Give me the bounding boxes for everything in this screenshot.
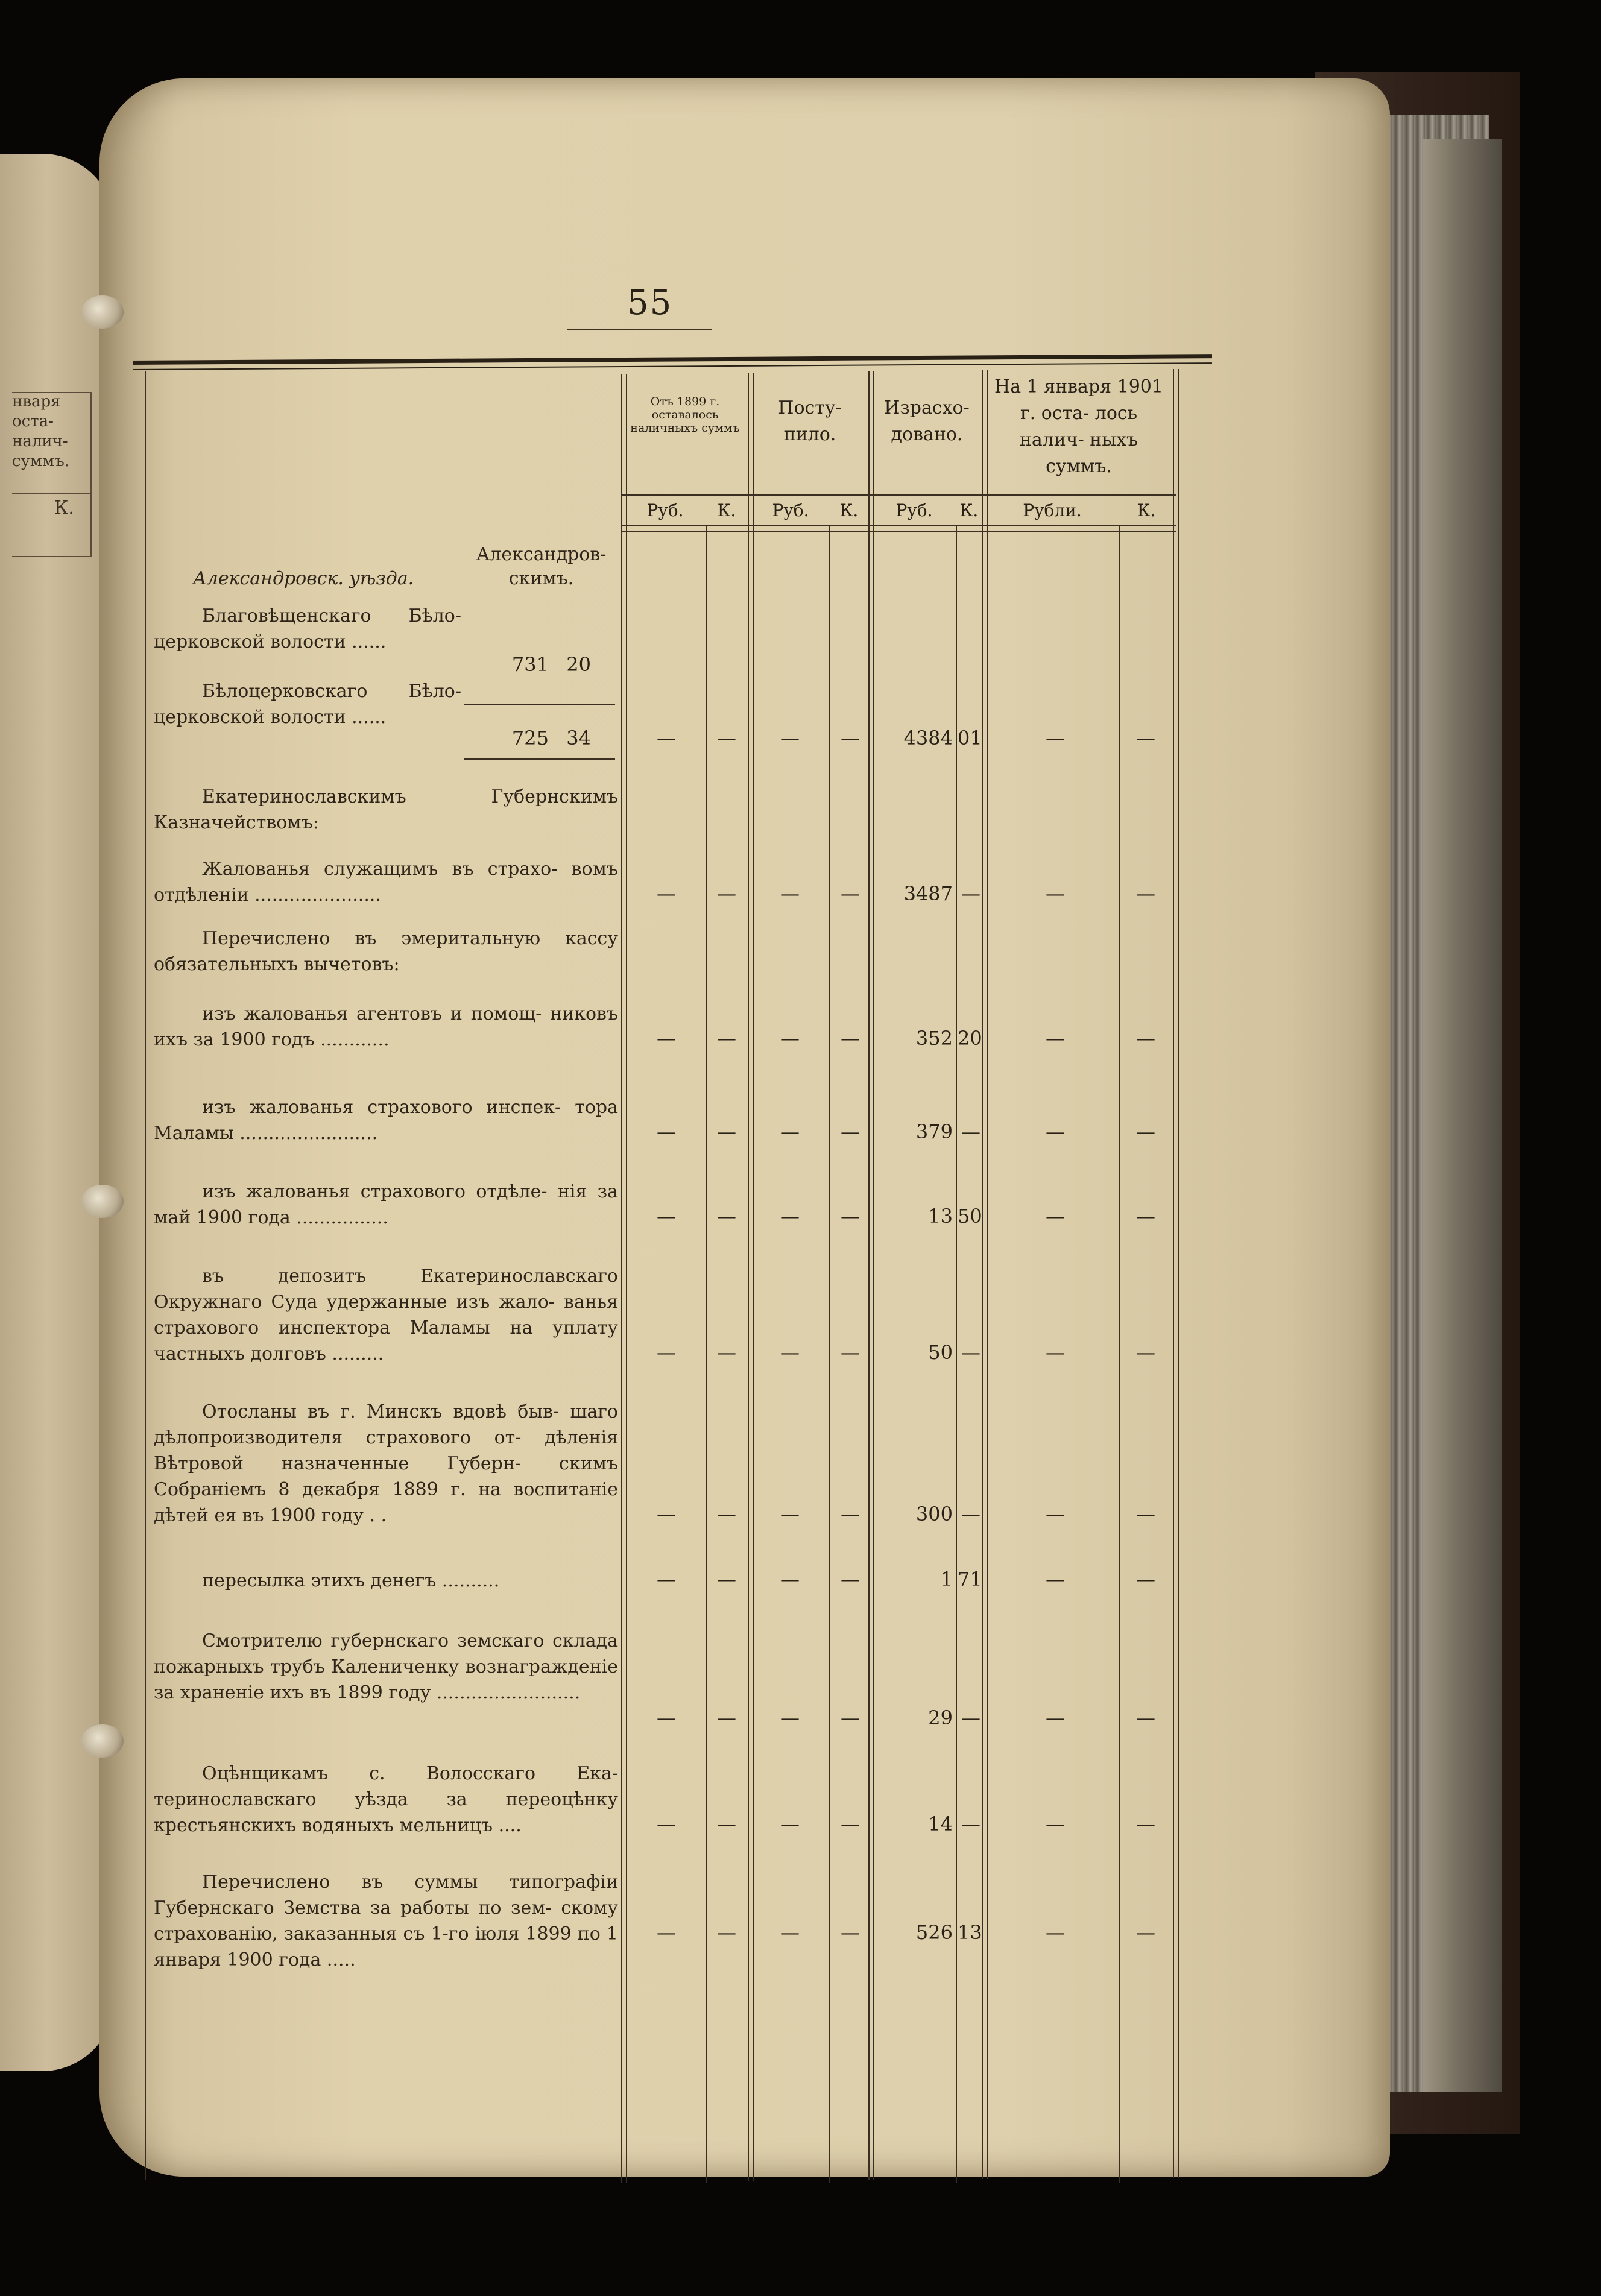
- column-header-opening-balance: Отъ 1899 г. оставалось наличныхъ суммъ: [630, 395, 740, 435]
- spent-kop: —: [961, 1706, 980, 1729]
- spent-kop: —: [961, 882, 980, 905]
- dash: —: [841, 1027, 860, 1050]
- left-fragment-line: налич-: [12, 432, 68, 450]
- entry-text: Отосланы въ г. Минскъ вдовѣ быв- шаго дѣлопроизводителя страхового от- дѣленія Вѣтровой назначенные Губерн- скимъ Собраніемъ 8 декабря 1889 г. на воспитаніе дѣтей ея въ 1900 году . .: [154, 1401, 618, 1526]
- entry-text: Перечислено въ суммы типографіи Губернскаго Земства за работы по зем- скому страхованію, заказанныя съ 1-го іюля 1899 по 1 января 1900 года .....: [154, 1872, 618, 1970]
- dash: —: [657, 1027, 676, 1050]
- dash: —: [1046, 1341, 1065, 1364]
- sub-item-rub: 725: [511, 727, 549, 749]
- dash: —: [841, 1205, 860, 1228]
- dash: —: [657, 1503, 676, 1525]
- dash: —: [657, 1205, 676, 1228]
- dash: —: [717, 727, 736, 749]
- dash: —: [717, 1205, 736, 1228]
- dash: —: [841, 1921, 860, 1944]
- dash: —: [1136, 1120, 1155, 1143]
- spent-rub: 352: [915, 1027, 953, 1050]
- column-divider: [621, 374, 627, 2183]
- dash: —: [841, 882, 860, 905]
- dash: —: [717, 1503, 736, 1525]
- dash: —: [1046, 1568, 1065, 1591]
- spent-rub: 379: [915, 1120, 953, 1143]
- spent-kop: 71: [958, 1568, 982, 1591]
- entry-text: пересылка этихъ денегъ ..........: [202, 1570, 500, 1591]
- spent-kop: 01: [958, 727, 982, 749]
- spent-kop: —: [961, 1503, 980, 1525]
- dash: —: [1136, 1706, 1155, 1729]
- dash: —: [841, 1568, 860, 1591]
- dash: —: [841, 1503, 860, 1525]
- subtotal-rule: [464, 758, 615, 760]
- page-edges-back: [1423, 139, 1502, 2092]
- dash: —: [841, 1341, 860, 1364]
- dash: —: [841, 1706, 860, 1729]
- column-divider: [868, 371, 874, 2180]
- sub-item-kop: 20: [566, 653, 591, 676]
- binding-ring: [81, 1185, 124, 1218]
- spent-rub: 50: [928, 1341, 953, 1364]
- dash: —: [780, 1027, 800, 1050]
- dash: —: [1136, 1503, 1155, 1525]
- binding-ring: [81, 1724, 124, 1758]
- page-number-rule: [567, 329, 712, 330]
- dash: —: [1136, 1027, 1155, 1050]
- dash: —: [657, 1921, 676, 1944]
- entry-text: Жалованья служащимъ въ страхо- вомъ отдѣленіи ......................: [154, 859, 618, 906]
- recipient-label: Александров- скимъ.: [476, 544, 607, 589]
- dash: —: [1136, 882, 1155, 905]
- dash: —: [780, 1568, 800, 1591]
- dash: —: [717, 1341, 736, 1364]
- subheader-kop: К.: [1137, 500, 1156, 520]
- dash: —: [841, 727, 860, 749]
- dash: —: [780, 1812, 800, 1835]
- dash: —: [1136, 727, 1155, 749]
- dash: —: [717, 1120, 736, 1143]
- spent-rub: 526: [915, 1921, 953, 1944]
- dash: —: [1046, 1503, 1065, 1525]
- section-heading: Перечислено въ эмеритальную кассу обязательныхъ вычетовъ:: [154, 928, 618, 975]
- dash: —: [1136, 1568, 1155, 1591]
- dash: —: [657, 882, 676, 905]
- left-page-fragment: [0, 154, 115, 2071]
- spent-kop: —: [961, 1812, 980, 1835]
- dash: —: [657, 1706, 676, 1729]
- left-fragment-line: К.: [12, 493, 90, 518]
- dash: —: [1136, 1341, 1155, 1364]
- entry-text: изъ жалованья страхового отдѣле- нія за май 1900 года ................: [154, 1181, 618, 1228]
- column-divider: [956, 525, 957, 2183]
- dash: —: [780, 727, 800, 749]
- column-divider: [748, 373, 754, 2181]
- spent-rub: 29: [928, 1706, 953, 1729]
- dash: —: [657, 1341, 676, 1364]
- spent-kop: 20: [958, 1027, 982, 1050]
- dash: —: [717, 1027, 736, 1050]
- dash: —: [1046, 1120, 1065, 1143]
- dash: —: [657, 1120, 676, 1143]
- left-fragment-line: оста-: [12, 412, 54, 430]
- entry-text: въ депозитъ Екатеринославскаго Окружнаго Суда удержанные изъ жало- ванья страхового инспектора Маламы на уплату частныхъ долговъ .........: [154, 1266, 618, 1364]
- subheader-kop: К.: [959, 500, 979, 520]
- left-fragment-line: суммъ.: [12, 452, 70, 470]
- column-header-spent: Израсхо- довано.: [884, 397, 970, 445]
- column-divider: [706, 525, 707, 2183]
- subheader-rub: Руб.: [772, 500, 809, 520]
- dash: —: [1046, 1706, 1065, 1729]
- dash: —: [780, 1341, 800, 1364]
- entry-text: изъ жалованья агентовъ и помощ- никовъ ихъ за 1900 годъ ............: [154, 1003, 618, 1050]
- subheader-kop: К.: [839, 500, 859, 520]
- table-left-border: [145, 371, 146, 2180]
- spent-kop: 13: [958, 1921, 982, 1944]
- dash: —: [1046, 727, 1065, 749]
- spent-rub: 3487: [903, 882, 953, 905]
- dash: —: [1046, 1812, 1065, 1835]
- dash: —: [657, 727, 676, 749]
- column-header-received: Посту- пило.: [778, 397, 842, 445]
- sub-item-text: Бѣлоцерковскаго Бѣло- церковской волости ......: [154, 681, 461, 728]
- dash: —: [841, 1812, 860, 1835]
- spent-rub: 13: [928, 1205, 953, 1228]
- dash: —: [717, 1921, 736, 1944]
- entry-text: Оцѣнщикамъ с. Волосскаго Ека- теринославскаго уѣзда за переоцѣнку крестьянскихъ водяныхъ мельницъ ....: [154, 1763, 618, 1836]
- dash: —: [1136, 1205, 1155, 1228]
- subheader-kop: К.: [717, 500, 736, 520]
- dash: —: [780, 1706, 800, 1729]
- dash: —: [780, 1205, 800, 1228]
- column-header-closing-balance: На 1 января 1901 г. оста- лось налич- ныхъ суммъ.: [994, 376, 1163, 477]
- subheader-rub: Руб.: [646, 500, 684, 520]
- district-label: Александровск. уѣзда.: [193, 568, 414, 589]
- spent-rub: 300: [915, 1503, 953, 1525]
- column-divider: [1173, 369, 1179, 2178]
- dash: —: [780, 1120, 800, 1143]
- spent-kop: —: [961, 1341, 980, 1364]
- header-rule: [621, 494, 1176, 496]
- dash: —: [717, 1812, 736, 1835]
- spent-rub: 4384: [903, 727, 953, 749]
- dash: —: [1046, 1921, 1065, 1944]
- sub-item-text: Благовѣщенскаго Бѣло- церковской волости ......: [154, 605, 461, 652]
- dash: —: [1046, 882, 1065, 905]
- spent-rub: 1: [940, 1568, 953, 1591]
- spent-kop: —: [961, 1120, 980, 1143]
- column-divider: [829, 525, 830, 2183]
- page-number: 55: [627, 283, 673, 323]
- subheader-rubles: Рубли.: [1023, 500, 1082, 520]
- dash: —: [717, 882, 736, 905]
- left-fragment-line: нваря: [12, 393, 61, 411]
- dash: —: [780, 882, 800, 905]
- entry-text: изъ жалованья страхового инспек- тора Маламы ........................: [154, 1097, 618, 1144]
- sub-item-rub: 731: [511, 653, 549, 676]
- spent-rub: 14: [928, 1812, 953, 1835]
- header-rule: [621, 531, 1176, 532]
- dash: —: [780, 1921, 800, 1944]
- dash: —: [1136, 1921, 1155, 1944]
- column-divider: [982, 370, 988, 2179]
- subheader-rub: Руб.: [895, 500, 933, 520]
- dash: —: [717, 1706, 736, 1729]
- header-rule: [621, 525, 1176, 526]
- spent-kop: 50: [958, 1205, 982, 1228]
- dash: —: [841, 1120, 860, 1143]
- dash: —: [1136, 1812, 1155, 1835]
- dash: —: [717, 1568, 736, 1591]
- binding-ring: [81, 295, 124, 329]
- dash: —: [657, 1812, 676, 1835]
- subtotal-rule: [464, 704, 615, 705]
- dash: —: [1046, 1027, 1065, 1050]
- section-heading: Екатеринославскимъ Губернскимъ Казначействомъ:: [154, 786, 618, 833]
- dash: —: [1046, 1205, 1065, 1228]
- entry-text: Смотрителю губернскаго земскаго склада пожарныхъ трубъ Калениченку вознагражденіе за храненіе ихъ въ 1899 году .........................: [154, 1630, 618, 1703]
- sub-item-kop: 34: [566, 727, 591, 749]
- column-divider: [1119, 525, 1120, 2183]
- dash: —: [657, 1568, 676, 1591]
- dash: —: [780, 1503, 800, 1525]
